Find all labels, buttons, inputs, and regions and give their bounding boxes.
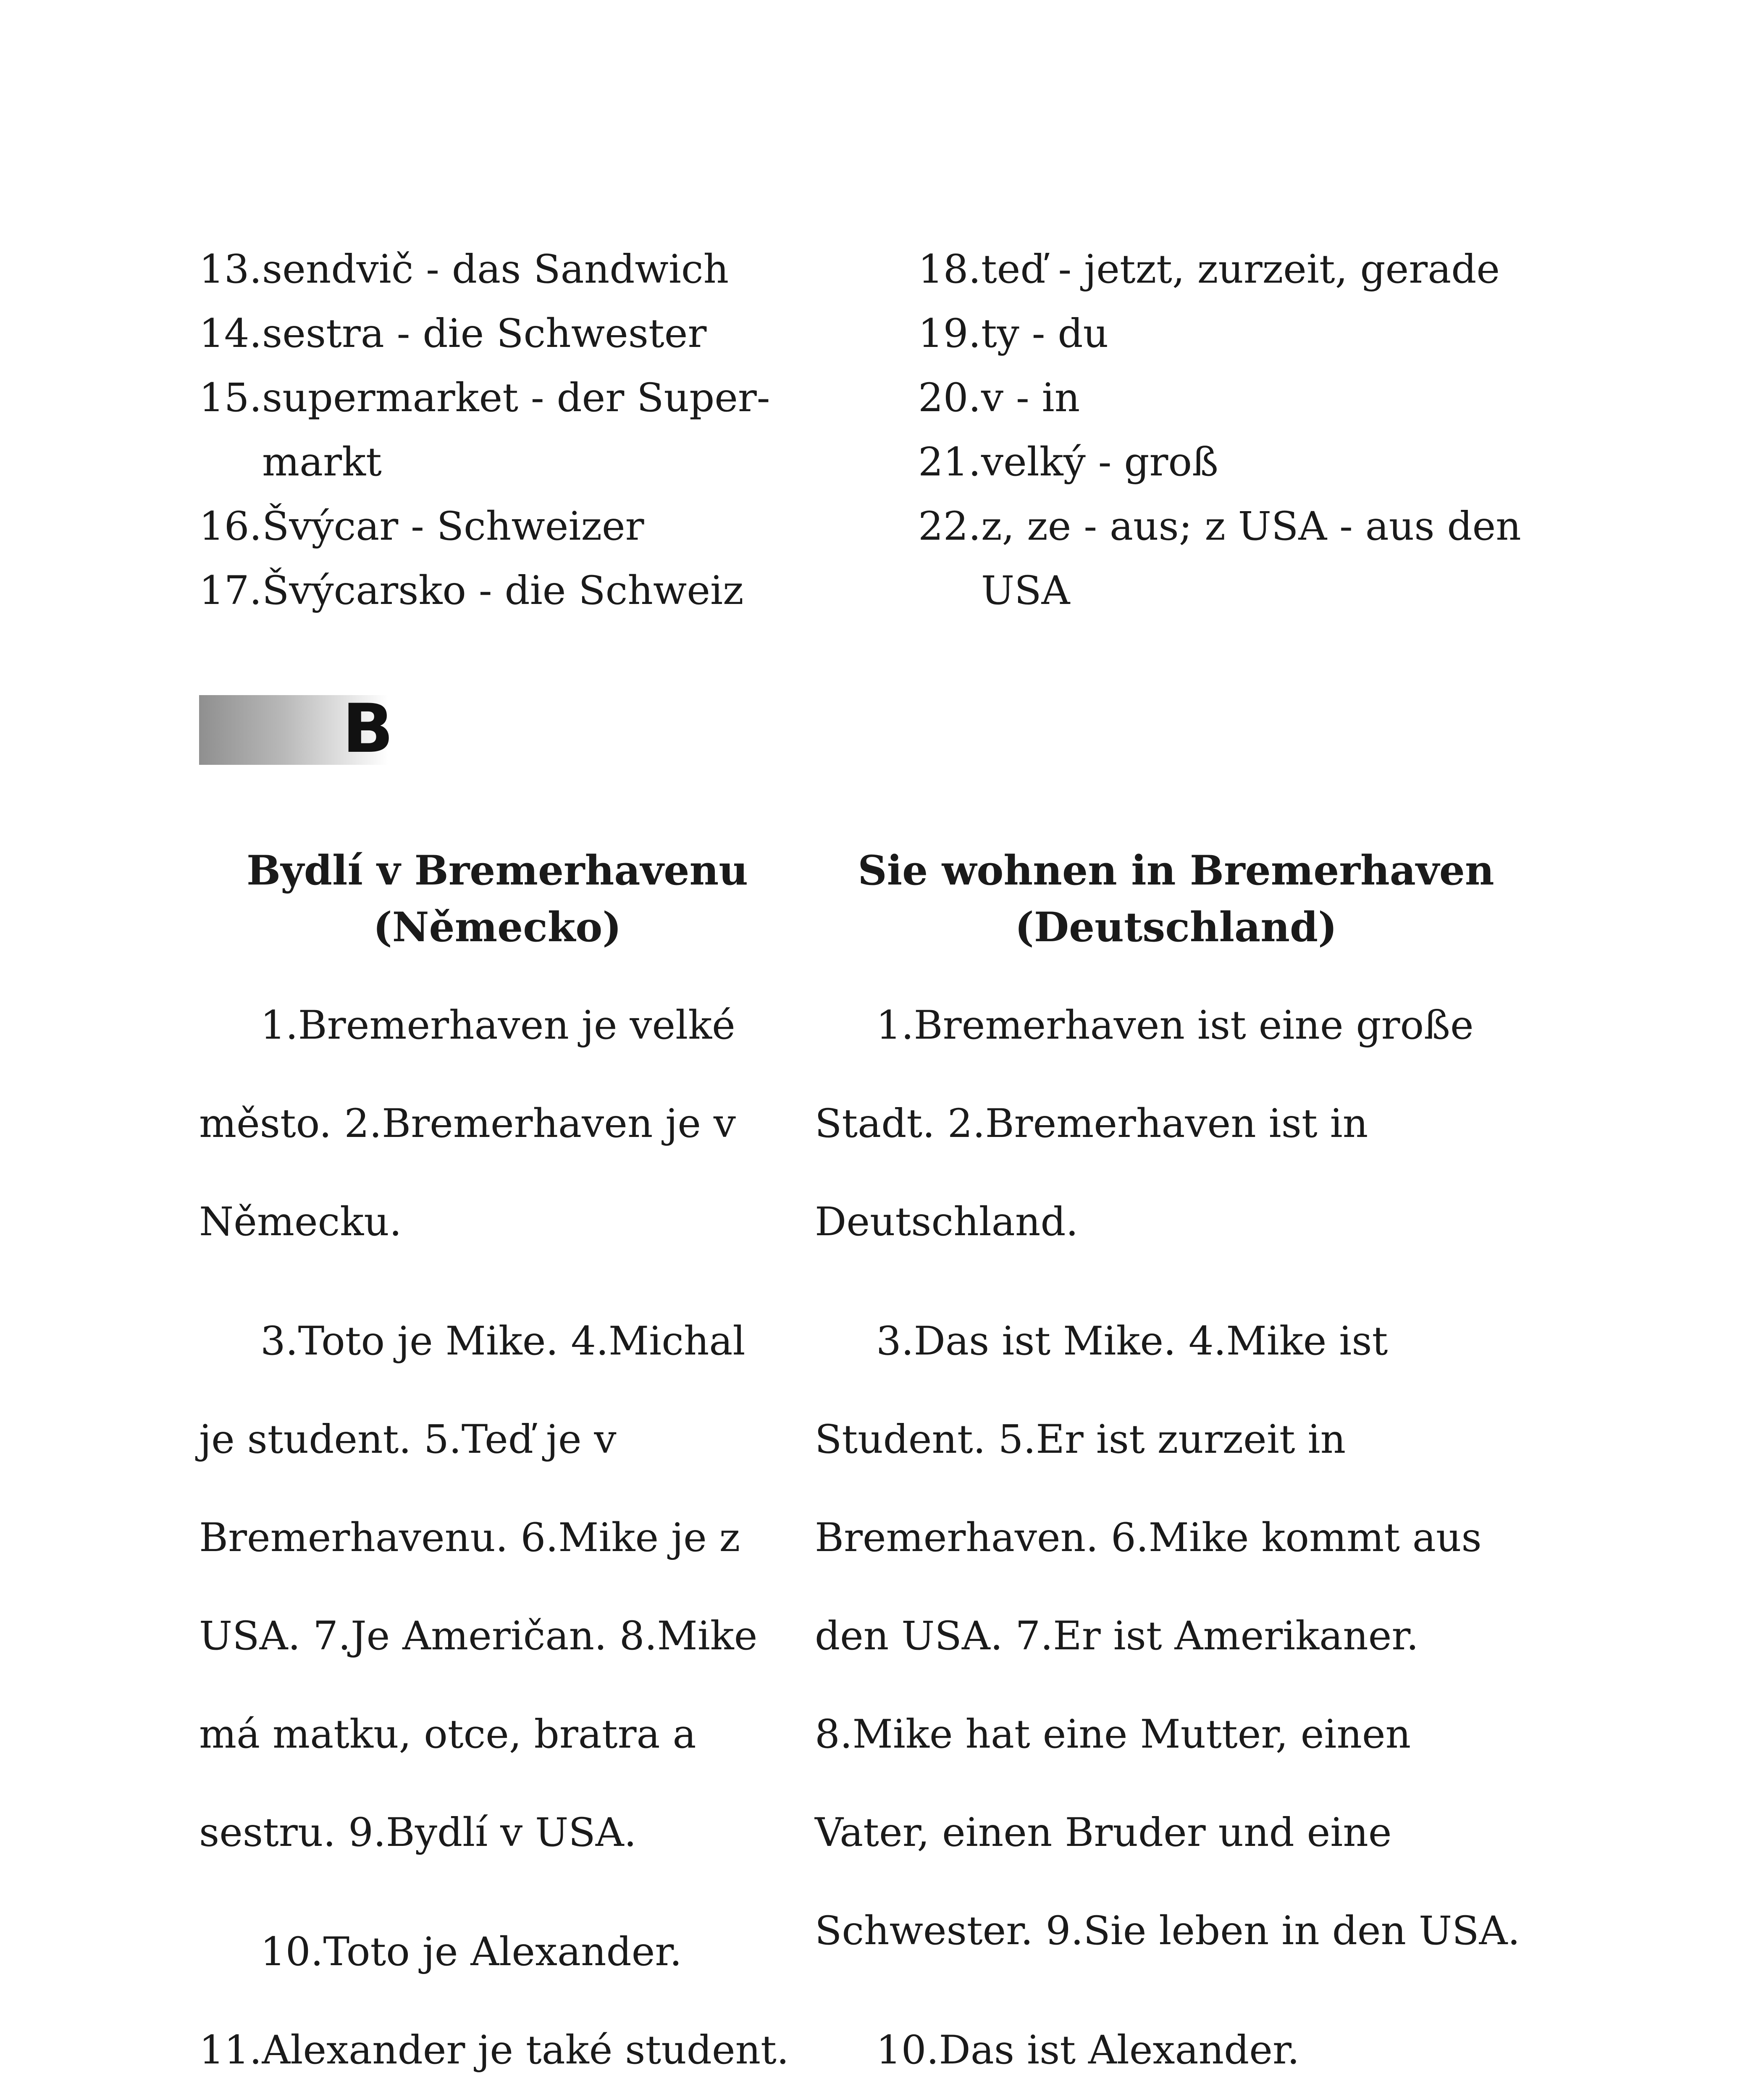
czech-title <box>199 842 795 956</box>
vocab-number: 15. <box>199 375 262 421</box>
vocab-entry: velký - groß <box>981 439 1218 485</box>
vocab-entry: Švýcar - Schweizer <box>262 504 644 549</box>
vocab-item <box>918 494 1573 623</box>
vocabulary-list-right <box>918 237 1573 623</box>
vocab-entry: sestra - die Schwester <box>262 311 707 357</box>
vocab-entry: sendvič - das Sandwich <box>262 247 729 292</box>
vocab-number: 14. <box>199 311 262 357</box>
vocab-number: 17. <box>199 568 262 614</box>
german-paragraph: 10.Das ist Alexander. <box>876 2027 1300 2073</box>
czech-paragraph: 3.Toto je Mike. 4.Michal je student. 5.Teď je v Bremerhavenu. 6.Mike je z USA. 7.Je Američan. 8.Mike má matku, otce, bratra a sestru. 9.Bydlí v USA. <box>199 1318 758 1856</box>
vocab-number: 22. <box>918 504 981 549</box>
german-paragraph: 3.Das ist Mike. 4.Mike ist Student. 5.Er ist zurzeit in Bremerhaven. 6.Mike kommt aus den USA. 7.Er ist Amerikaner. 8.Mike hat eine Mutter, einen Vater, einen Bruder und eine Schwester. 9.Sie leben in den USA. <box>815 1318 1520 1954</box>
vocab-entry: supermarket - der Super-markt <box>262 375 770 485</box>
vocab-item <box>199 237 888 302</box>
vocab-entry: z, ze - aus; z USA - aus den USA <box>981 504 1521 614</box>
czech-text-column <box>199 976 791 2100</box>
czech-paragraph: 1.Bremerhaven je velké město. 2.Bremerhaven je v Německu. <box>199 1003 736 1245</box>
german-title-line: (Deutschland) <box>1015 903 1337 951</box>
vocab-number: 20. <box>918 375 981 421</box>
german-title-line: Sie wohnen in Bremerhaven <box>858 847 1494 894</box>
section-letter: B <box>342 689 394 768</box>
czech-title-line: Bydlí v Bremerhavenu <box>246 847 748 894</box>
vocab-item <box>199 494 888 559</box>
czech-title-line: (Německo) <box>373 903 622 951</box>
vocab-number: 16. <box>199 504 262 549</box>
vocab-item <box>918 302 1573 366</box>
vocabulary-list-left <box>199 237 888 623</box>
vocab-item <box>918 430 1573 494</box>
german-title <box>815 842 1537 956</box>
czech-paragraph: 10.Toto je Alexander. 11.Alexander je také student. <box>199 1929 789 2073</box>
vocab-item <box>199 302 888 366</box>
vocab-number: 13. <box>199 247 262 292</box>
vocab-item <box>199 559 888 623</box>
german-paragraph: 1.Bremerhaven ist eine große Stadt. 2.Bremerhaven ist in Deutschland. <box>815 1003 1474 1245</box>
vocab-item <box>918 237 1573 302</box>
german-text-column <box>815 976 1537 2100</box>
vocab-number: 18. <box>918 247 981 292</box>
vocab-item <box>918 366 1573 430</box>
vocab-number: 19. <box>918 311 981 357</box>
vocab-entry: Švýcarsko - die Schweiz <box>262 568 744 614</box>
vocab-entry: v - in <box>981 375 1080 421</box>
vocab-item <box>199 366 888 494</box>
vocab-number: 21. <box>918 439 981 485</box>
vocab-entry: ty - du <box>981 311 1109 357</box>
vocab-entry: teď - jetzt, zurzeit, gerade <box>981 247 1500 292</box>
